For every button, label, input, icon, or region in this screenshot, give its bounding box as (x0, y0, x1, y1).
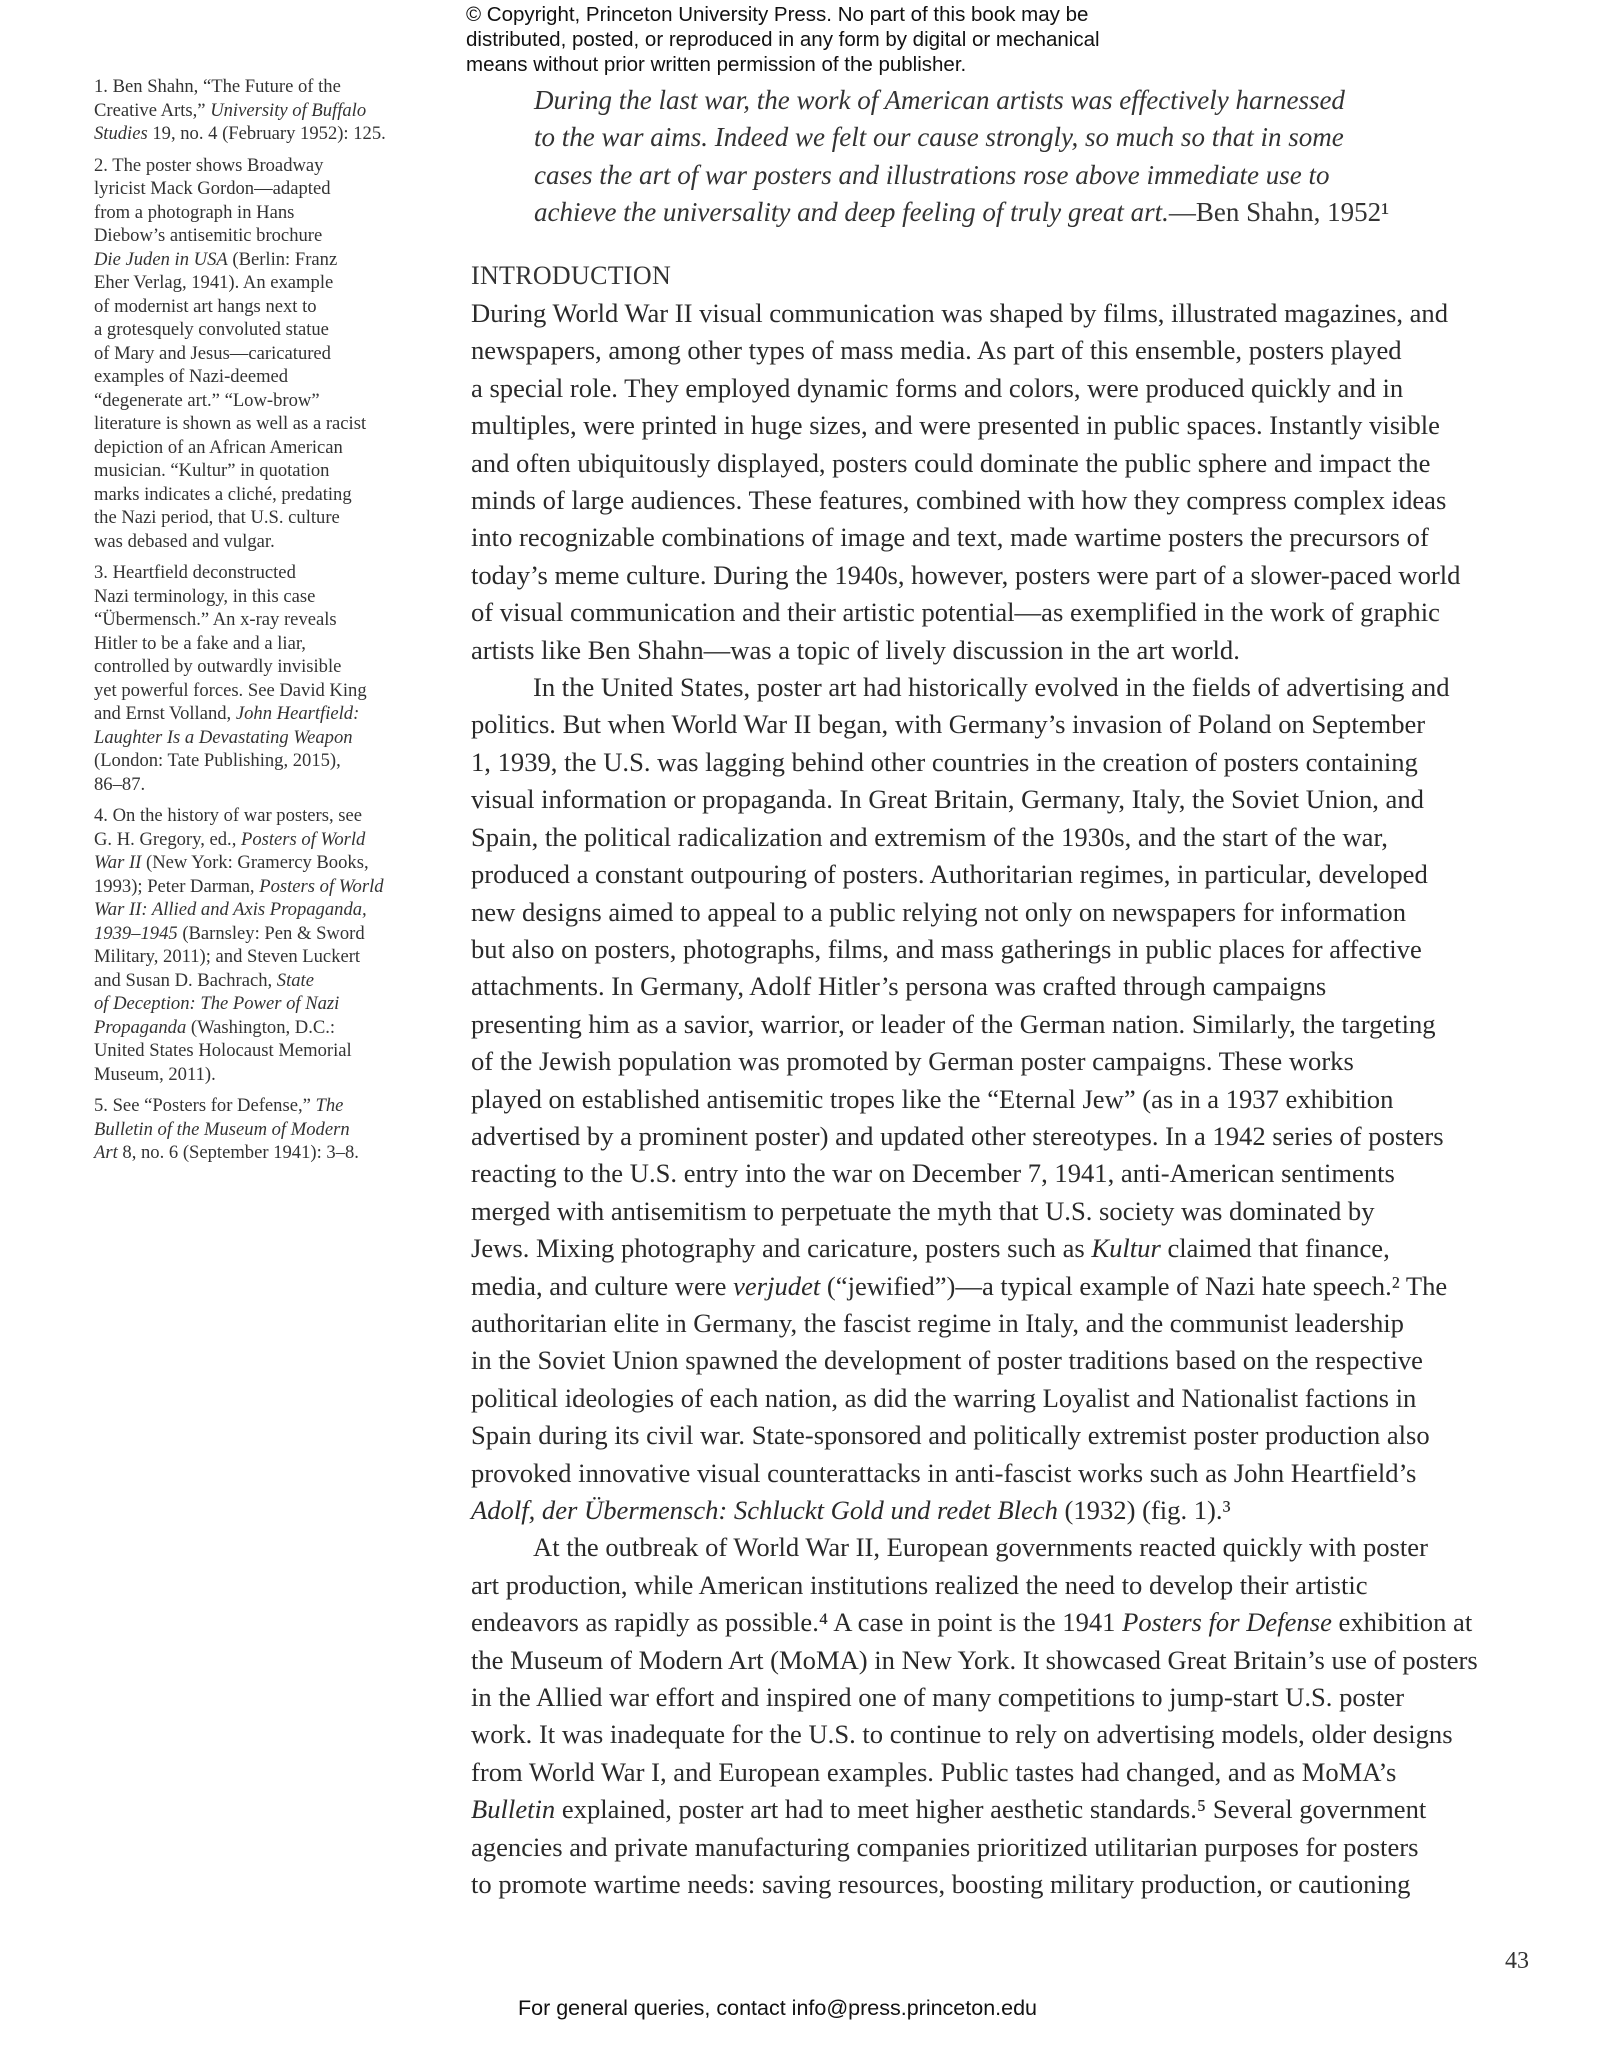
text-line (94, 436, 424, 460)
paragraph (471, 1529, 1478, 1903)
text-line (471, 1230, 1478, 1267)
text-run: Diebow’s antisemitic brochure (94, 225, 323, 246)
copyright-line: © Copyright, Princeton University Press. No part of this book may be (466, 3, 1089, 26)
text-line (94, 702, 424, 726)
text-line (94, 1118, 424, 1142)
italic-text: John Heartfield: (235, 703, 360, 724)
text-run: work. It was inadequate for the U.S. to continue to rely on advertising models, older designs (471, 1719, 1453, 1750)
page-number: 43 (1505, 1948, 1529, 1974)
text-run: 8, no. 6 (September 1941): 3–8. (117, 1142, 359, 1163)
italic-text: 1939–1945 (94, 922, 178, 944)
text-run: media, and culture were (471, 1270, 734, 1301)
text-line (471, 1417, 1478, 1454)
text-run: 5. See “Posters for Defense,” (94, 1095, 316, 1116)
italic-text: Propaganda (94, 1016, 187, 1038)
text-run: of the Jewish population was promoted by German poster campaigns. These works (471, 1046, 1354, 1077)
text-line (534, 82, 1389, 119)
text-line (471, 1604, 1478, 1641)
text-run: United States Holocaust Memorial (94, 1040, 352, 1061)
copyright-line: distributed, posted, or reproduced in any form by digital or mechanical (466, 28, 1100, 51)
text-run: minds of large audiences. These features, combined with how they compress complex ideas (471, 485, 1447, 516)
italic-text: to the war aims. Indeed we felt our cause strongly, so much so that in some (534, 122, 1344, 153)
text-line (94, 945, 424, 969)
text-line (471, 1829, 1478, 1866)
text-line (471, 557, 1478, 594)
text-run: politics. But when World War II began, with Germany’s invasion of Poland on September (471, 709, 1426, 740)
text-line (94, 992, 424, 1016)
text-run: new designs aimed to appeal to a public relying not only on newspapers for information (471, 896, 1406, 927)
italic-text: achieve the universality and deep feeling of truly great art. (534, 197, 1169, 228)
text-line (471, 1455, 1478, 1492)
text-line (471, 1679, 1478, 1716)
text-run: controlled by outwardly invisible (94, 656, 342, 677)
text-run: into recognizable combinations of image and text, made wartime posters the precursors of (471, 522, 1429, 553)
text-line (471, 1716, 1478, 1753)
text-run: produced a constant outpouring of posters. Authoritarian regimes, in particular, developed (471, 859, 1428, 890)
italic-text: verjudet (733, 1270, 821, 1301)
text-line (471, 1155, 1478, 1192)
copyright-line: means without prior written permission of the publisher. (466, 53, 967, 76)
italic-text: Studies (94, 123, 148, 144)
text-run: 1. Ben Shahn, “The Future of the (94, 76, 341, 97)
text-run: —Ben Shahn, 1952¹ (1168, 197, 1390, 228)
text-run: today’s meme culture. During the 1940s, however, posters were part of a slower-paced world (471, 559, 1461, 590)
text-run: a special role. They employed dynamic forms and colors, were produced quickly and in (471, 372, 1404, 403)
text-line (471, 1529, 1478, 1566)
text-run: At the outbreak of World War II, European governments reacted quickly with poster (533, 1532, 1428, 1563)
text-line (94, 726, 424, 750)
text-line (94, 875, 424, 899)
text-line (471, 856, 1478, 893)
text-run: 19, no. 4 (February 1952): 125. (147, 123, 386, 144)
text-line (94, 248, 424, 272)
text-line (471, 968, 1478, 1005)
text-run: exhibition at (1331, 1607, 1473, 1638)
italic-text: Bulletin of the Museum of Modern (94, 1118, 350, 1140)
text-run: Jews. Mixing photography and caricature, posters such as (471, 1233, 1092, 1264)
text-run: marks indicates a cliché, predating (94, 483, 352, 505)
text-run: reacting to the U.S. entry into the war on December 7, 1941, anti-American sentiments (471, 1158, 1395, 1189)
text-line (94, 295, 424, 319)
text-line (471, 894, 1478, 931)
text-run: 86–87. (94, 773, 146, 795)
text-line (94, 749, 424, 773)
text-run: (London: Tate Publishing, 2015), (94, 750, 341, 771)
text-run: in the Allied war effort and inspired one of many competitions to jump-start U.S. poster (471, 1682, 1405, 1713)
text-line (94, 483, 424, 507)
text-run: but also on posters, photographs, films, and mass gatherings in public places for affective (471, 933, 1422, 964)
text-run: the Nazi period, that U.S. culture (94, 507, 340, 528)
italic-text: Laughter Is a Devastating Weapon (94, 726, 353, 748)
text-line (471, 1642, 1478, 1679)
text-line (471, 1006, 1478, 1043)
text-run: attachments. In Germany, Adolf Hitler’s persona was crafted through campaigns (471, 971, 1327, 1002)
text-line (471, 519, 1478, 556)
text-run: visual information or propaganda. In Great Britain, Germany, Italy, the Soviet Union, and (471, 784, 1424, 815)
section-heading: INTRODUCTION (471, 261, 672, 290)
text-run: was debased and vulgar. (94, 530, 275, 552)
text-line (94, 655, 424, 679)
text-line (471, 1043, 1478, 1080)
text-run: Spain, the political radicalization and extremism of the 1930s, and the start of the war, (471, 821, 1388, 852)
text-line (471, 1866, 1478, 1903)
text-line (471, 1492, 1478, 1529)
text-line (94, 679, 424, 703)
text-line (471, 931, 1478, 968)
text-line (94, 75, 424, 99)
text-run: merged with antisemitism to perpetuate the myth that U.S. society was dominated by (471, 1195, 1375, 1226)
text-run: (1932) (fig. 1).³ (1057, 1495, 1231, 1525)
text-run: advertised by a prominent poster) and updated other stereotypes. In a 1942 series of posters (471, 1120, 1444, 1151)
text-line (94, 828, 424, 852)
italic-text: Adolf, der Übermensch: Schluckt Gold und redet Blech (471, 1495, 1058, 1525)
text-run: authoritarian elite in Germany, the fascist regime in Italy, and the communist leadership (471, 1307, 1404, 1338)
text-line (534, 194, 1389, 231)
text-run: of visual communication and their artistic potential—as exemplified in the work of graphic (471, 597, 1440, 628)
text-line (94, 530, 424, 554)
text-run: and often ubiquitously displayed, posters could dominate the public sphere and impact the (471, 447, 1431, 478)
text-line (94, 585, 424, 609)
text-run: endeavors as rapidly as possible.⁴ A case in point is the 1941 (471, 1607, 1123, 1638)
text-run: presenting him as a savior, warrior, or leader of the German nation. Similarly, the targeting (471, 1008, 1436, 1039)
text-line (94, 318, 424, 342)
text-run: Creative Arts,” (94, 99, 211, 121)
text-run: provoked innovative visual counterattacks in anti-fascist works such as John Heartfield’s (471, 1457, 1417, 1488)
text-run: in the Soviet Union spawned the development of poster traditions based on the respective (471, 1345, 1423, 1376)
text-run: “degenerate art.” “Low-brow” (94, 389, 320, 411)
italic-text: War II (94, 852, 142, 873)
text-run: Military, 2011); and Steven Luckert (94, 946, 361, 967)
text-line (94, 224, 424, 248)
text-line (94, 365, 424, 389)
text-run: examples of Nazi-deemed (94, 366, 289, 387)
italic-text: Posters of World (241, 828, 366, 850)
footnote (94, 561, 424, 796)
footnote (94, 75, 424, 146)
body-text (471, 295, 1478, 1903)
text-line (471, 1305, 1478, 1342)
text-run: claimed that finance, (1160, 1233, 1390, 1264)
text-run: Spain during its civil war. State-sponsored and politically extremist poster production also (471, 1420, 1430, 1451)
text-run: multiples, were printed in huge sizes, and were presented in public spaces. Instantly visible (471, 410, 1440, 441)
text-run: art production, while American institutions realized the need to develop their artistic (471, 1569, 1368, 1600)
italic-text: of Deception: The Power of Nazi (94, 993, 340, 1014)
text-line (471, 819, 1478, 856)
text-run: yet powerful forces. See David King (94, 679, 367, 701)
text-run: political ideologies of each nation, as did the warring Loyalist and Nationalist factions in (471, 1382, 1417, 1413)
italic-text: Die Juden in USA (94, 248, 228, 270)
text-line (94, 154, 424, 178)
text-line (94, 561, 424, 585)
text-line (94, 1016, 424, 1040)
text-run: literature is shown as well as a racist (94, 413, 367, 434)
text-run: played on established antisemitic tropes like the “Eternal Jew” (as in a 1937 exhibition (471, 1083, 1394, 1114)
text-line (94, 608, 424, 632)
footnote (94, 804, 424, 1086)
text-line (471, 482, 1478, 519)
italic-text: Bulletin (471, 1794, 556, 1825)
epigraph (534, 82, 1389, 232)
text-run: (Washington, D.C.: (186, 1016, 336, 1038)
text-line (471, 1791, 1478, 1828)
text-line (471, 1193, 1478, 1230)
text-line (471, 445, 1478, 482)
text-line (534, 157, 1389, 194)
text-line (471, 407, 1478, 444)
text-line (471, 1380, 1478, 1417)
text-line (94, 922, 424, 946)
text-run: a grotesquely convoluted statue (94, 319, 329, 340)
text-line (471, 1118, 1478, 1155)
text-line (94, 851, 424, 875)
text-line (471, 295, 1478, 332)
text-line (94, 177, 424, 201)
text-run: newspapers, among other types of mass media. As part of this ensemble, posters played (471, 335, 1402, 366)
text-run: of modernist art hangs next to (94, 295, 317, 317)
text-run: agencies and private manufacturing companies prioritized utilitarian purposes for posters (471, 1831, 1419, 1862)
italic-text: Posters for Defense (1122, 1607, 1332, 1638)
text-line (94, 342, 424, 366)
text-run: explained, poster art had to meet higher aesthetic standards.⁵ Several government (555, 1794, 1427, 1825)
text-line (471, 781, 1478, 818)
text-line (471, 1567, 1478, 1604)
text-line (94, 898, 424, 922)
paragraph (471, 295, 1478, 669)
italic-text: State (276, 969, 314, 991)
italic-text: Kultur (1091, 1233, 1161, 1264)
text-run: lyricist Mack Gordon—adapted (94, 178, 331, 199)
italic-text: cases the art of war posters and illustrations rose above immediate use to (534, 159, 1330, 190)
footnote (94, 1094, 424, 1165)
text-run: artists like Ben Shahn—was a topic of lively discussion in the art world. (471, 634, 1240, 665)
text-run: from a photograph in Hans (94, 201, 295, 223)
text-line (471, 1342, 1478, 1379)
text-line (94, 412, 424, 436)
text-line (471, 1754, 1478, 1791)
text-line (94, 1039, 424, 1063)
text-run: and Ernst Volland, (94, 703, 236, 724)
text-line (94, 459, 424, 483)
text-run: In the United States, poster art had historically evolved in the fields of advertising and (533, 672, 1450, 703)
text-line (471, 332, 1478, 369)
text-run: musician. “Kultur” in quotation (94, 460, 330, 481)
text-run: 2. The poster shows Broadway (94, 154, 324, 176)
text-run: 1, 1939, the U.S. was lagging behind other countries in the creation of posters containing (471, 746, 1418, 777)
text-run: (Berlin: Franz (227, 248, 338, 270)
text-run: (New York: Gramercy Books, (141, 852, 369, 873)
text-run: (“jewified”)—a typical example of Nazi hate speech.² The (820, 1270, 1448, 1301)
text-line (94, 773, 424, 797)
text-line (471, 706, 1478, 743)
text-line (94, 1141, 424, 1165)
italic-text: The (315, 1095, 344, 1116)
text-line (94, 632, 424, 656)
text-run: depiction of an African American (94, 436, 343, 458)
text-line (471, 370, 1478, 407)
text-line (94, 389, 424, 413)
italic-text: War II: Allied and Axis Propaganda, (94, 899, 367, 920)
text-run: During World War II visual communication was shaped by films, illustrated magazines, and (471, 298, 1449, 328)
text-line (94, 1094, 424, 1118)
text-line (94, 1063, 424, 1087)
footnote (94, 154, 424, 554)
text-line (94, 99, 424, 123)
text-line (94, 969, 424, 993)
italic-text: During the last war, the work of American artists was effectively harnessed (534, 85, 1345, 115)
text-run: (Barnsley: Pen & Sword (177, 922, 365, 944)
text-line (471, 744, 1478, 781)
text-run: Nazi terminology, in this case (94, 585, 316, 607)
text-run: of Mary and Jesus—caricatured (94, 342, 331, 364)
text-line (471, 1268, 1478, 1305)
text-run: to promote wartime needs: saving resources, boosting military production, or cautioning (471, 1869, 1411, 1900)
contact-footer: For general queries, contact info@press.princeton.edu (518, 1996, 1038, 2020)
text-line (471, 632, 1478, 669)
text-line (471, 594, 1478, 631)
italic-text: University of Buffalo (210, 99, 367, 121)
text-run: 4. On the history of war posters, see (94, 805, 363, 826)
text-run: Museum, 2011). (94, 1063, 216, 1085)
text-run: the Museum of Modern Art (MoMA) in New York. It showcased Great Britain’s use of posters (471, 1644, 1478, 1675)
text-run: Eher Verlag, 1941). An example (94, 272, 334, 293)
text-run: from World War I, and European examples. Public tastes had changed, and as MoMA’s (471, 1756, 1397, 1787)
text-run: 3. Heartfield deconstructed (94, 562, 296, 583)
text-run: Hitler to be a fake and a liar, (94, 632, 306, 654)
text-run: G. H. Gregory, ed., (94, 828, 241, 850)
text-line (94, 271, 424, 295)
text-line (534, 119, 1389, 156)
text-line (94, 122, 424, 146)
italic-text: Posters of World (259, 875, 384, 897)
text-line (94, 506, 424, 530)
text-run: and Susan D. Bachrach, (94, 969, 277, 991)
italic-text: Art (94, 1142, 118, 1163)
paragraph (471, 669, 1478, 1529)
text-line (471, 669, 1478, 706)
text-line (471, 1081, 1478, 1118)
text-run: “Übermensch.” An x-ray reveals (94, 609, 337, 630)
footnotes-column (94, 75, 424, 1173)
text-line (94, 804, 424, 828)
text-run: 1993); Peter Darman, (94, 875, 260, 897)
copyright-notice (466, 2, 1100, 77)
text-line (94, 201, 424, 225)
